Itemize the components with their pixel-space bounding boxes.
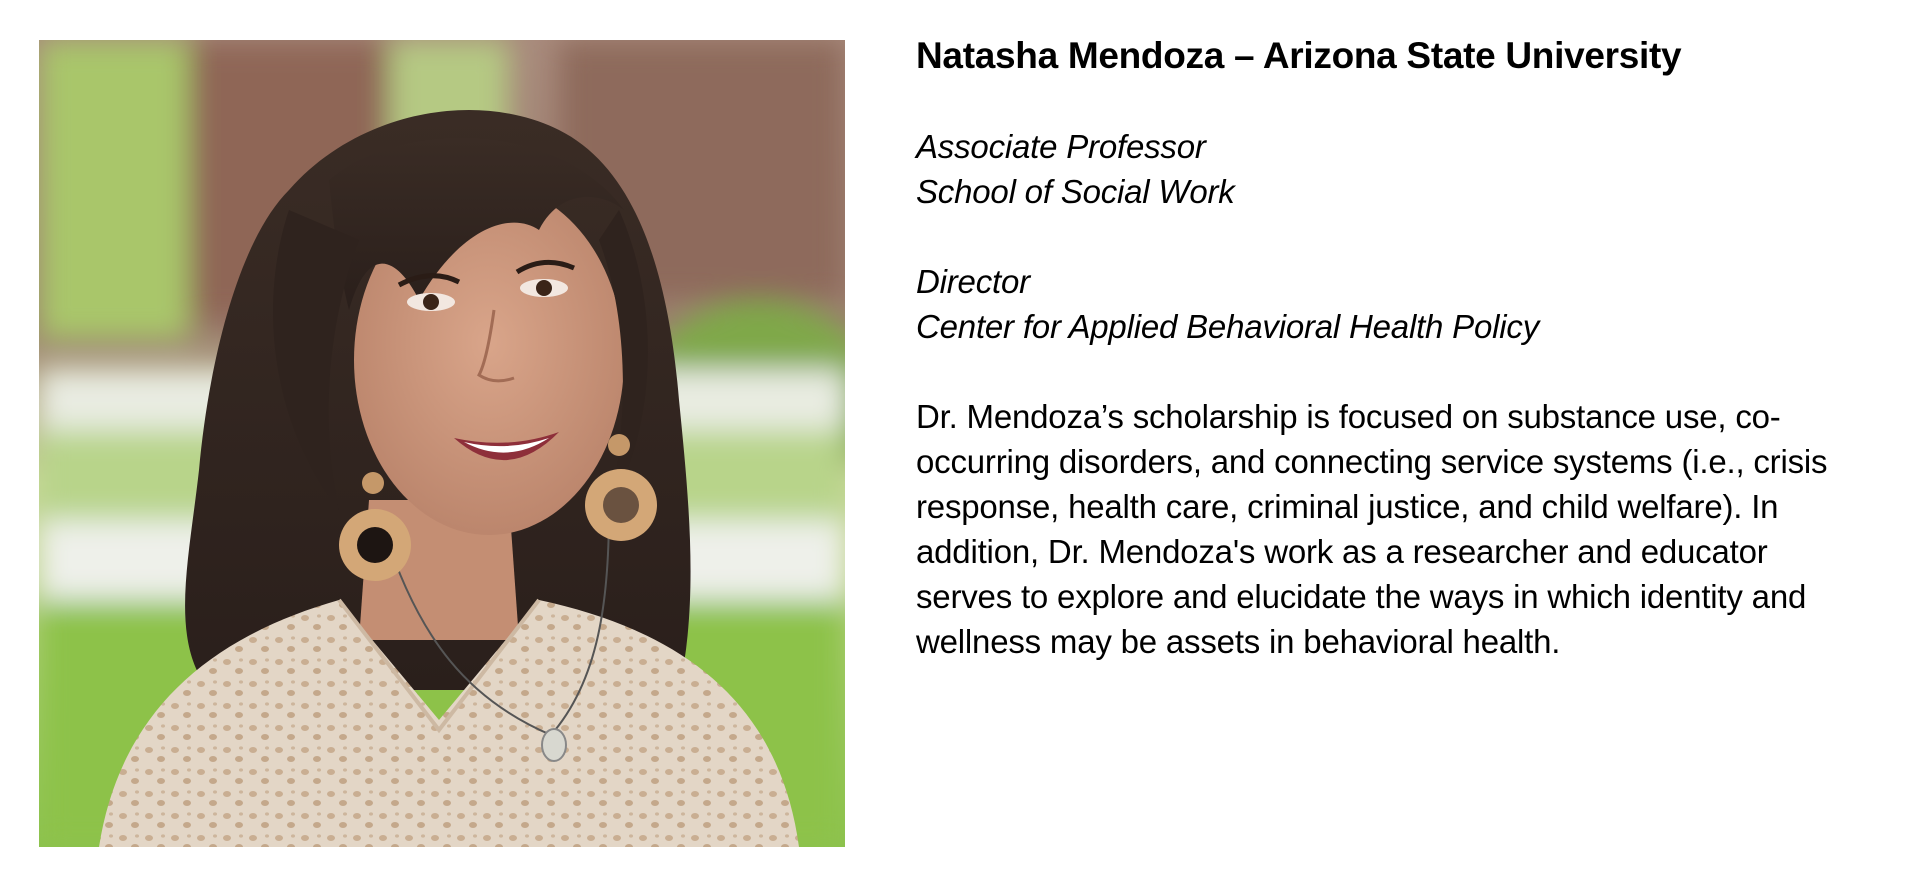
- bio-line: wellness may be assets in behavioral health.: [916, 623, 1561, 660]
- position-title-2: Director: [916, 263, 1030, 300]
- bio-paragraph: [916, 394, 1876, 664]
- portrait-photo: [39, 40, 845, 847]
- bio-line: response, health care, criminal justice, and child welfare). In: [916, 488, 1779, 525]
- bio-line: Dr. Mendoza’s scholarship is focused on substance use, co-: [916, 398, 1781, 435]
- profile-text: [916, 34, 1876, 664]
- bio-line: addition, Dr. Mendoza's work as a researcher and educator: [916, 533, 1768, 570]
- position-unit-1: School of Social Work: [916, 173, 1235, 210]
- portrait-illustration: [39, 40, 845, 847]
- profile-heading: Natasha Mendoza – Arizona State University: [916, 35, 1682, 76]
- position-title-1: Associate Professor: [916, 128, 1206, 165]
- position-unit-2: Center for Applied Behavioral Health Policy: [916, 308, 1540, 345]
- bio-line: serves to explore and elucidate the ways in which identity and: [916, 578, 1807, 615]
- bio-line: occurring disorders, and connecting service systems (i.e., crisis: [916, 443, 1828, 480]
